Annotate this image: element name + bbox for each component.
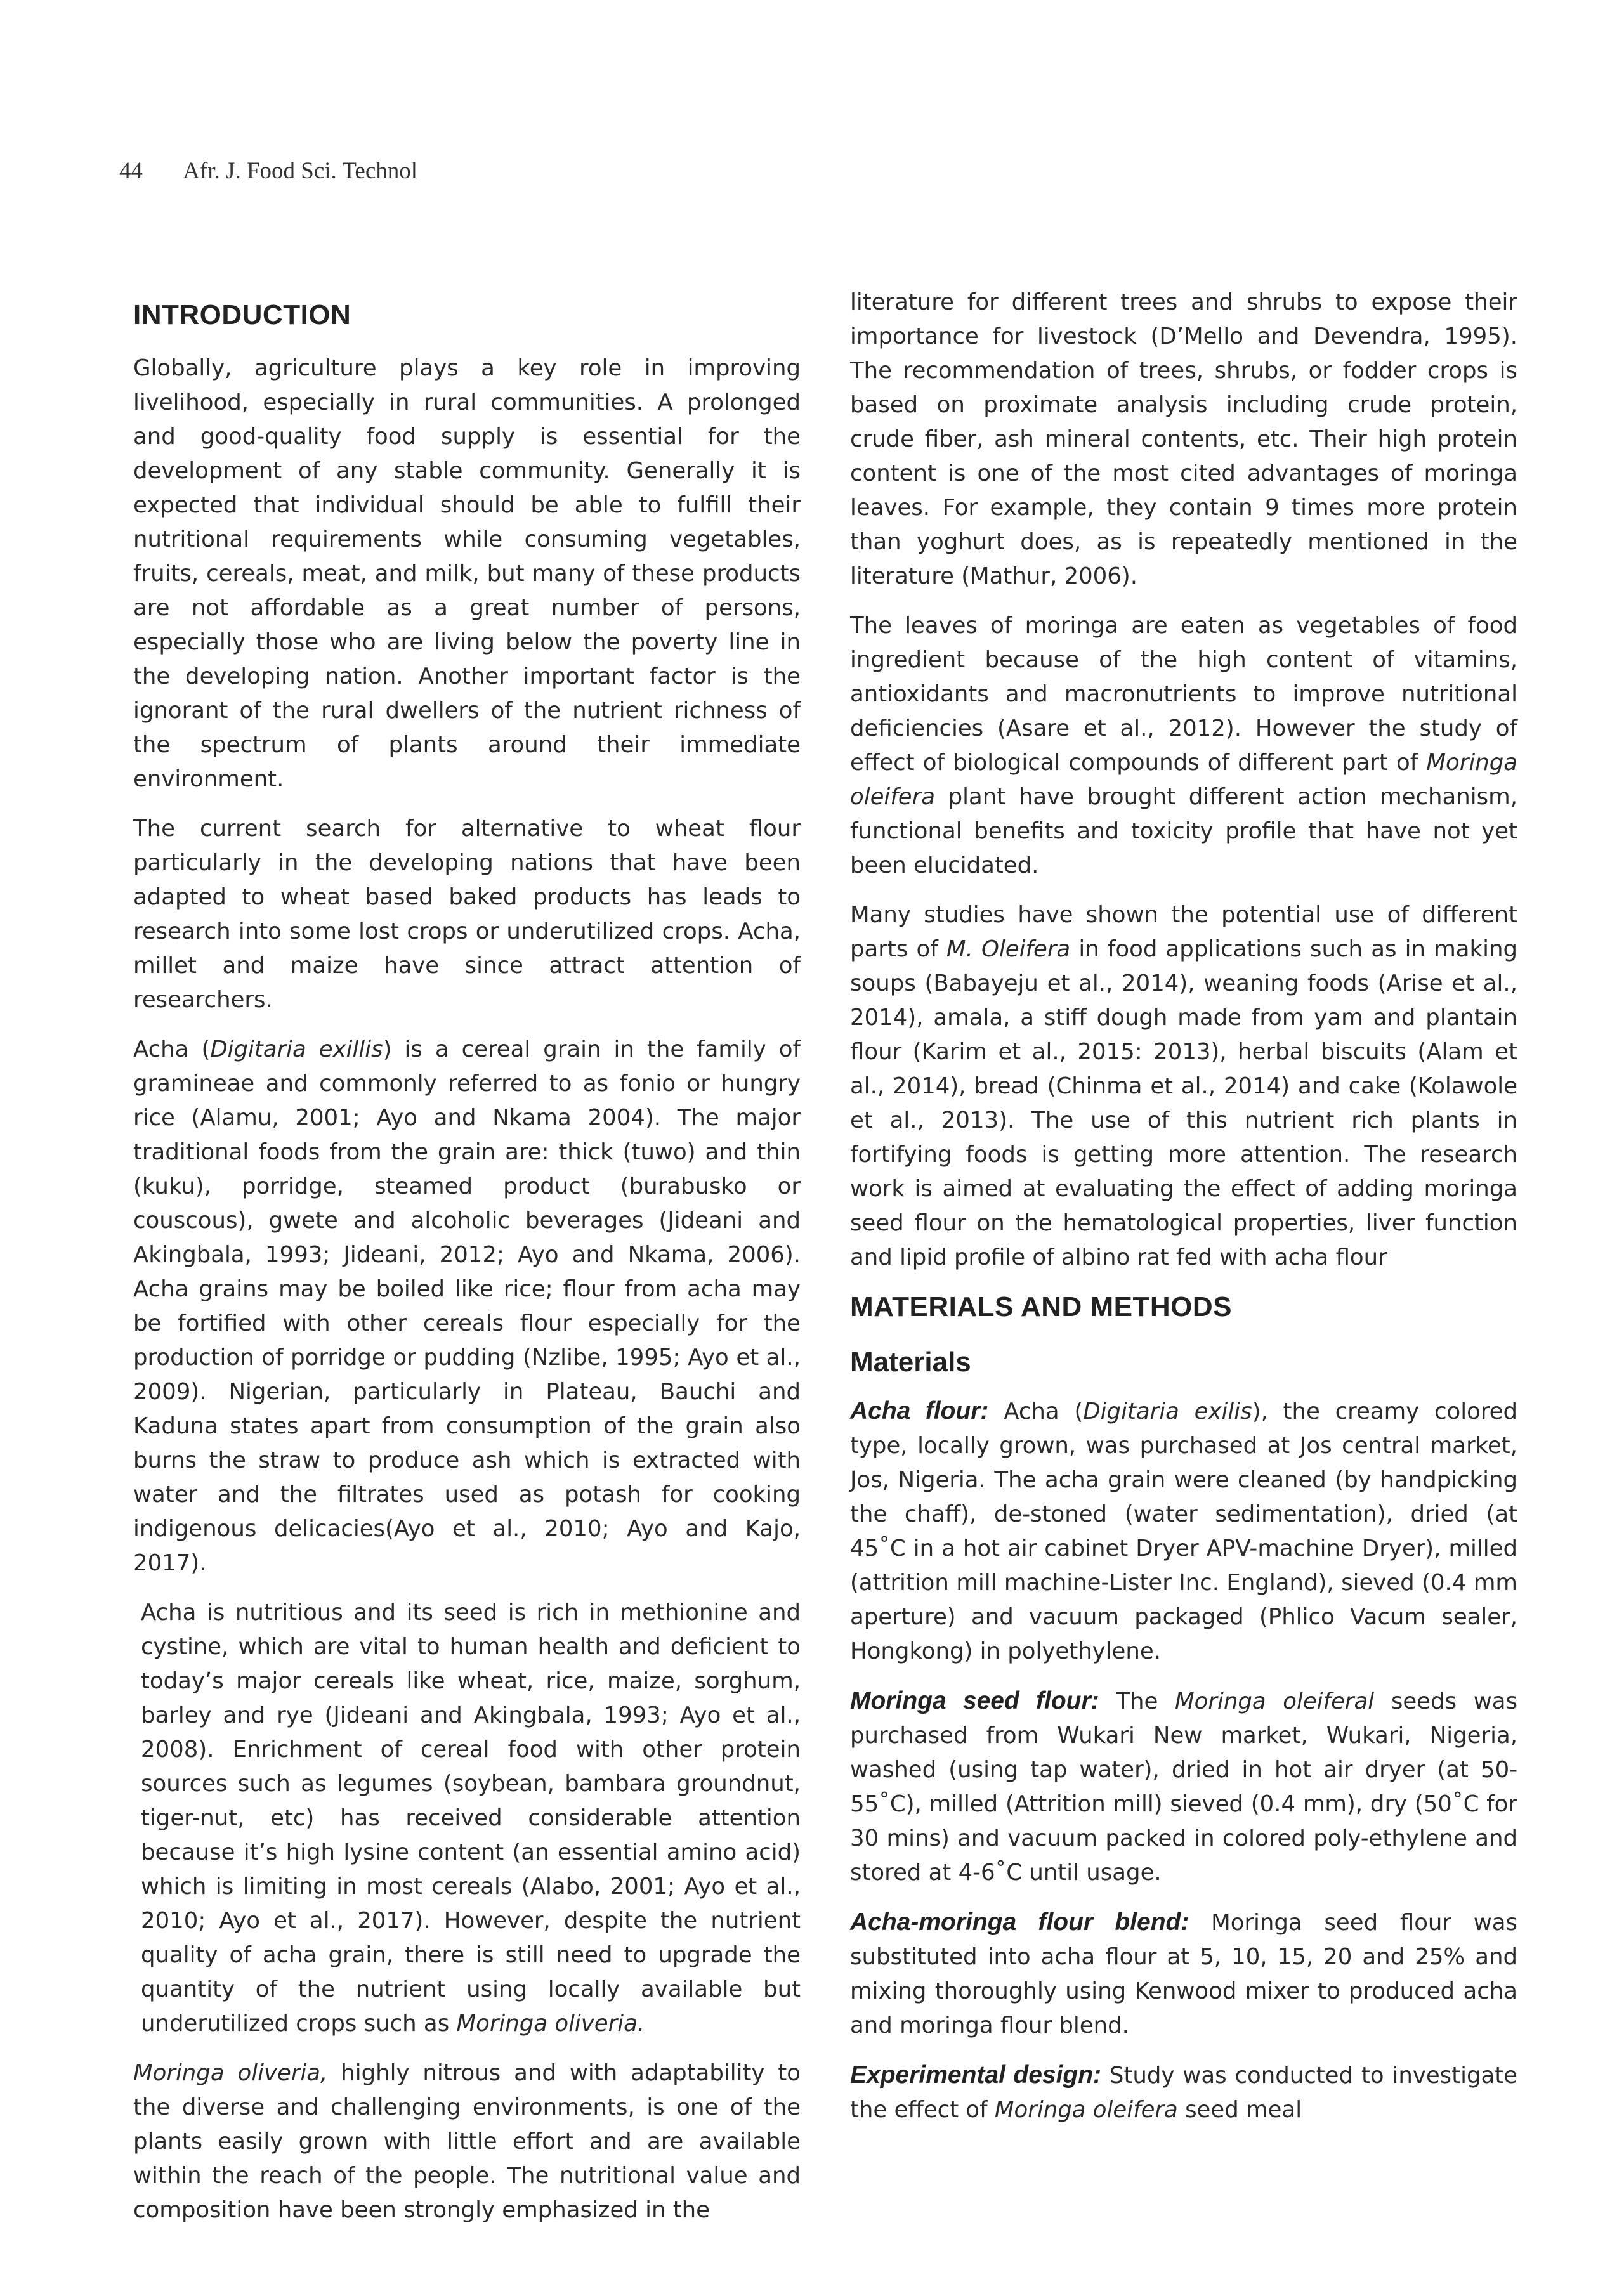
materials-subheading: Materials: [850, 1347, 971, 1378]
text-run: seed meal: [1177, 2097, 1302, 2123]
intro-paragraph-3: [133, 1033, 801, 1581]
journal-name: Afr. J. Food Sci. Technol: [183, 158, 418, 184]
text-run: Acha is nutritious and its seed is rich in methionine and cystine, which are vital to human health and deficient to today’s major cereals like wheat, rice, maize, sorghum, barley and rye (Jideani and Akingbala, 1993; Ayo et al., 2008). Enrichment of cereal food with other protein sources such as legumes (soybean, bambara groundnut, tiger-nut, etc) has received considerable attention because it’s high lysine content (an essential amino acid) which is limiting in most cereals (Alabo, 2001; Ayo et al., 2010; Ayo et al., 2017). However, despite the nutrient quality of acha grain, there is still need to upgrade the quantity of the nutrient using locally available but underutilized crops such as: [141, 1600, 801, 2037]
italic-term: Digitaria exillis: [210, 1036, 383, 1062]
flour-blend-lead: Acha-moringa flour blend:: [850, 1908, 1189, 1936]
text-run: in food applications such as in making soups (Babayeju et al., 2014), weaning foods (Arise et al., 2014), amala, a stiff dough made from yam and plantain flour (Karim et al., 2015: 2013), herbal biscuits (Alam et al., 2014), bread (Chinma et al., 2014) and cake (Kolawole et al., 2013). The use of this nutrient rich plants in fortifying foods is getting more attention. The research work is aimed at evaluating the effect of adding moringa seed flour on the hematological properties, liver function and lipid profile of albino rat fed with acha flour: [850, 936, 1517, 1270]
italic-term: Moringa oleifera: [994, 2097, 1178, 2123]
italic-term: Moringa oleiferal: [1175, 1688, 1375, 1714]
text-run: Moringa seed flour was substituted into acha flour at 5, 10, 15, 20 and 25% and mixing thoroughly using Kenwood mixer to produced acha and moringa flour blend.: [850, 1910, 1518, 2038]
acha-flour-lead: Acha flour:: [850, 1397, 989, 1425]
text-run: seeds was purchased from Wukari New market, Wukari, Nigeria, washed (using tap water), dried in hot air dryer (at 50-55˚C), milled (Attrition mill) sieved (0.4 mm), dry (50˚C for 30 mins) and vacuum packed in colored poly-ethylene and stored at 4-6˚C until usage.: [850, 1688, 1518, 1886]
italic-term: M. Oleifera: [946, 936, 1071, 962]
right-column: [850, 285, 1517, 2143]
text-run: Acha (: [988, 1399, 1084, 1425]
intro-paragraph-8: [850, 898, 1517, 1275]
text-run: Many studies have shown the potential use of different parts of: [850, 902, 1517, 962]
italic-term: Moringa oleifera: [850, 750, 1517, 810]
text-run: Acha (: [133, 1036, 211, 1062]
text-run: The: [1099, 1688, 1175, 1714]
intro-paragraph-6: literature for different trees and shrubs to expose their importance for livestock (D’Mello and Devendra, 1995). The recommendation of trees, shrubs, or fodder crops is based on proximate analysis including crude protein, crude fiber, ash mineral contents, etc. Their high protein content is one of the most cited advantages of moringa leaves. For example, they contain 9 times more protein than yoghurt does, as is repeatedly mentioned in the literature (Mathur, 2006).: [850, 289, 1517, 589]
flour-blend-paragraph: [850, 1905, 1517, 2043]
text-run: Study was conducted to investigate the effect of: [850, 2063, 1518, 2123]
experimental-design-lead: Experimental design:: [850, 2061, 1102, 2089]
intro-paragraph-4: [133, 1596, 801, 2041]
text-run: plant have brought different action mechanism, functional benefits and toxicity profile that have not yet been elucidated.: [850, 784, 1517, 878]
acha-flour-paragraph: [850, 1394, 1517, 1669]
intro-paragraph-7: [850, 609, 1517, 883]
italic-term: Moringa oliveria.: [456, 2011, 645, 2037]
text-run: highly nitrous and with adaptability to the diverse and challenging environments, is one of the plants easily grown with little effort and are available within the reach of the people. The nutritional value and composition have been strongly emphasized in the: [133, 2060, 801, 2223]
text-run: ) is a cereal grain in the family of gramineae and commonly referred to as fonio or hungry rice (Alamu, 2001; Ayo and Nkama 2004). The major traditional foods from the grain are: thick (tuwo) and thin (kuku), porridge, steamed product (burabusko or couscous), gwete and alcoholic beverages (Jideani and Akingbala, 1993; Jideani, 2012; Ayo and Nkama, 2006). Acha grains may be boiled like rice; flour from acha may be fortified with other cereals flour especially for the production of porridge or pudding (Nzlibe, 1995; Ayo et al., 2009). Nigerian, particularly in Plateau, Bauchi and Kaduna states apart from consumption of the grain also burns the straw to produce ash which is extracted with water and the filtrates used as potash for cooking indigenous delicacies(Ayo et al., 2010; Ayo and Kajo, 2017).: [133, 1036, 801, 1576]
moringa-seed-paragraph: [850, 1684, 1517, 1890]
italic-term: Digitaria exilis: [1083, 1399, 1252, 1425]
introduction-heading: INTRODUCTION: [133, 299, 351, 330]
intro-paragraph-5: [133, 2056, 801, 2228]
experimental-design-paragraph: [850, 2058, 1517, 2127]
intro-paragraph-1: Globally, agriculture plays a key role in improving livelihood, especially in rural communities. A prolonged and good-quality food supply is essential for the development of any stable community. Generally it is expected that individual should be able to fulfill their nutritional requirements while consuming vegetables, fruits, cereals, meat, and milk, but many of these products are not affordable as a great number of persons, especially those who are living below the poverty line in the developing nation. Another important factor is the ignorant of the rural dwellers of the nutrient richness of the spectrum of plants around their immediate environment.: [133, 355, 801, 792]
running-head: [119, 157, 417, 185]
methods-heading: MATERIALS AND METHODS: [850, 1291, 1233, 1322]
intro-paragraph-2: The current search for alternative to wheat flour particularly in the developing nations that have been adapted to wheat based baked products has leads to research into some lost crops or underutilized crops. Acha, millet and maize have since attract attention of researchers.: [133, 816, 801, 1013]
page-number: 44: [119, 158, 143, 184]
text-run: The leaves of moringa are eaten as vegetables of food ingredient because of the high content of vitamins, antioxidants and macronutrients to improve nutritional deficiencies (Asare et al., 2012). However the study of effect of biological compounds of different part of: [850, 613, 1517, 776]
italic-term: Moringa oliveria,: [133, 2060, 328, 2086]
text-run: ), the creamy colored type, locally grown, was purchased at Jos central market, Jos, Nigeria. The acha grain were cleaned (by handpicking the chaff), de-stoned (water sedimentation), dried (at 45˚C in a hot air cabinet Dryer APV-machine Dryer), milled (attrition mill machine-Lister Inc. England), sieved (0.4 mm aperture) and vacuum packaged (Phlico Vacum sealer, Hongkong) in polyethylene.: [850, 1399, 1518, 1664]
moringa-seed-lead: Moringa seed flour:: [850, 1687, 1099, 1714]
left-column: [133, 287, 801, 2243]
